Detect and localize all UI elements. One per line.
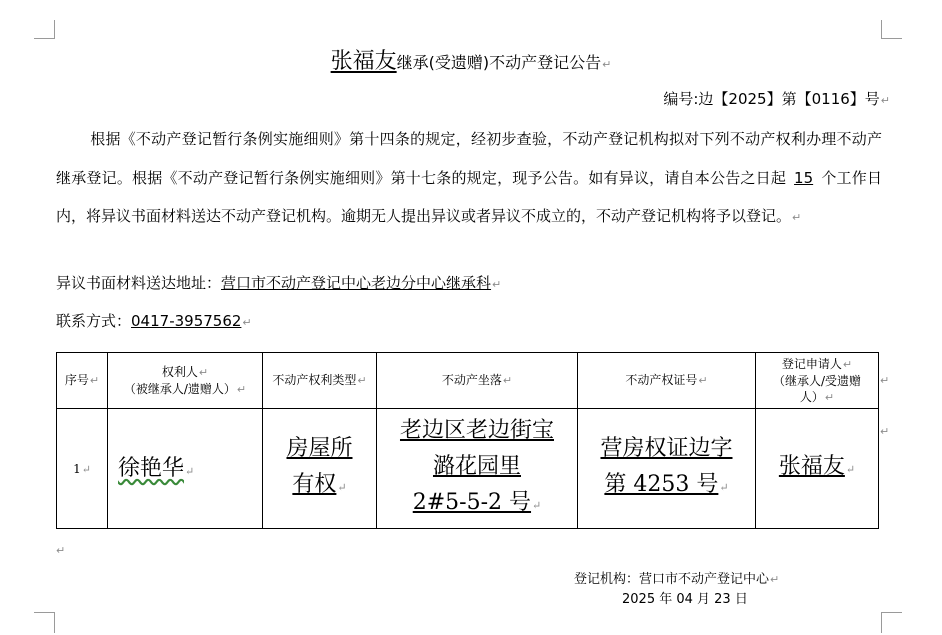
- cell-seq: 1↵: [57, 409, 108, 529]
- address-value: 营口市不动产登记中心老边分中心继承科: [221, 274, 492, 292]
- header-holder: 权利人↵ （被继承人/遗赠人）↵: [108, 353, 263, 409]
- title-name: 张福友: [330, 49, 397, 74]
- address-label: 异议书面材料送达地址：: [56, 274, 222, 292]
- cell-certificate: 营房权证边字 第 4253 号↵: [578, 409, 756, 529]
- notice-paragraph: 根据《不动产登记暂行条例实施细则》第十四条的规定，经初步查验，不动产登记机构拟对下列不动产权利办理不动产继承登记。根据《不动产登记暂行条例实施细则》第十七条的规定，现予公告。如有异议，请自本公告之日起 15 个工作日内，将异议书面材料送达不动产登记机构。逾期无人提出异议或者异议不成立的，不动产登记机构将予以登记。↵: [56, 130, 882, 225]
- date-text: 2025 年 04 月 23 日: [622, 592, 748, 607]
- cell-right-type: 房屋所 有权↵: [263, 409, 377, 529]
- cell-location: 老边区老边街宝 潞花园里 2#5-5-2 号↵: [377, 409, 578, 529]
- objection-address: 异议书面材料送达地址：营口市不动产登记中心老边分中心继承科↵: [56, 274, 502, 292]
- registration-agency: 登记机构：营口市不动产登记中心↵: [574, 572, 780, 587]
- objection-days: 15: [794, 168, 814, 187]
- contact-info: 联系方式：0417-3957562↵: [56, 312, 252, 330]
- agency-text: 登记机构：营口市不动产登记中心: [574, 572, 770, 587]
- document-number-text: 编号:边【2025】第【0116】号: [663, 90, 880, 108]
- row-end-mark: ↵: [880, 425, 890, 438]
- crop-mark-top-left: [34, 20, 55, 39]
- contact-label: 联系方式：: [56, 312, 132, 330]
- cell-applicant: 张福友↵: [756, 409, 879, 529]
- notice-date: [622, 588, 748, 607]
- notice-part-1: 根据《不动产登记暂行条例实施细则》第十四条的规定，经初步查验，不动产登记机构拟对下列不动产权利办理不动产继承登记。根据《不动产登记暂行条例实施细则》第十七条的规定，现予公告。如有异议，请自本公告之日起: [56, 130, 882, 187]
- table-header-row: [57, 353, 879, 409]
- contact-phone: 0417-3957562: [131, 312, 242, 330]
- crop-mark-bottom-right: [881, 612, 902, 633]
- empty-paragraph-mark: ↵: [56, 544, 66, 557]
- header-certificate: 不动产权证号↵: [578, 353, 756, 409]
- cell-holder: 徐艳华↵: [108, 409, 263, 529]
- crop-mark-bottom-left: [34, 612, 55, 633]
- table-row: [57, 409, 879, 529]
- row-end-mark: ↵: [880, 374, 890, 387]
- title-text: 继承(受遗赠)不动产登记公告: [396, 53, 602, 72]
- notice-part-2: 个工作日内，将异议书面材料送达不动产登记机构。逾期无人提出异议或者异议不成立的，不动产登记机构将予以登记。: [56, 168, 882, 225]
- crop-mark-top-right: [881, 20, 902, 39]
- header-location: 不动产坐落↵: [377, 353, 578, 409]
- header-right-type: 不动产权利类型↵: [263, 353, 377, 409]
- document-number: 编号:边【2025】第【0116】号↵: [663, 90, 890, 108]
- header-applicant: 登记申请人↵ （继承人/受遗赠 人）↵: [756, 353, 879, 409]
- header-seq: 序号↵: [57, 353, 108, 409]
- registration-table: [56, 352, 879, 529]
- document-title: 张福友继承(受遗赠)不动产登记公告↵: [330, 49, 612, 74]
